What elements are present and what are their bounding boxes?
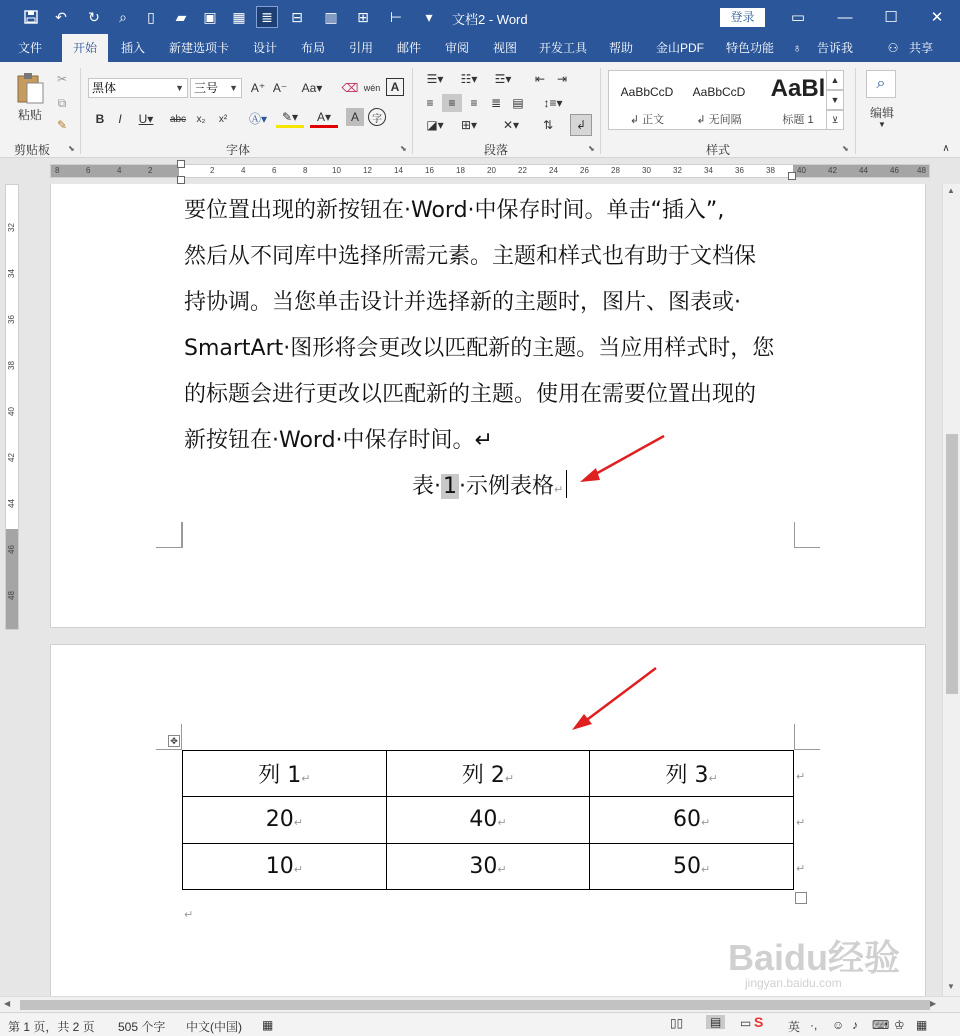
- right-indent-marker[interactable]: [788, 172, 796, 180]
- cell-mark: ↵: [708, 772, 718, 786]
- ruler-tick: 4: [241, 166, 246, 175]
- table-row: [183, 797, 794, 843]
- table-move-handle-icon[interactable]: ✥: [168, 735, 180, 747]
- share-button[interactable]: 共享: [908, 41, 933, 55]
- scroll-left-icon[interactable]: ◀: [4, 999, 11, 1008]
- cell-text: 40: [469, 807, 498, 833]
- chevron-down-icon: ▼: [878, 119, 886, 129]
- ruler-tick: 12: [363, 166, 372, 175]
- separator: [80, 68, 81, 154]
- first-line-indent-marker[interactable]: [177, 160, 185, 168]
- compare-icon[interactable]: ⊟: [291, 8, 303, 25]
- text-cursor: [566, 470, 567, 498]
- horizontal-scroll-thumb[interactable]: [20, 1000, 930, 1010]
- separator: [412, 68, 413, 154]
- char-shading-icon[interactable]: A: [346, 108, 364, 126]
- table-row: [183, 843, 794, 889]
- clipboard-group-label: 剪贴板: [14, 143, 51, 157]
- horizontal-scrollbar[interactable]: [0, 996, 960, 1012]
- vertical-scrollbar[interactable]: [942, 184, 960, 996]
- ruler-tick: 22: [518, 166, 527, 175]
- close-icon[interactable]: ✕: [930, 9, 944, 26]
- cell-text: 10: [265, 853, 294, 879]
- ruler-tick: 26: [580, 166, 589, 175]
- line-spacing-icon[interactable]: ⊞: [357, 8, 369, 25]
- ruler-tick: 4: [117, 166, 122, 175]
- caption-label: 表·: [412, 474, 441, 499]
- ruler-tick: 44: [859, 166, 868, 175]
- table-cell[interactable]: [386, 843, 590, 889]
- annotation-arrow: [570, 430, 670, 490]
- phonetic-guide-icon[interactable]: wén: [363, 83, 381, 93]
- skin-icon[interactable]: ♔: [894, 1018, 905, 1032]
- row-end-mark: ↵: [796, 771, 806, 783]
- tab-mailings[interactable]: 邮件: [396, 41, 421, 55]
- undo-icon[interactable]: ↶: [55, 8, 67, 25]
- grow-font-icon[interactable]: A⁺: [250, 81, 266, 95]
- body-text-line[interactable]: 要位置出现的新按钮在·Word·中保存时间。单击“插入”,: [184, 198, 725, 223]
- ime-menu-icon[interactable]: ▦: [916, 1018, 928, 1032]
- bullets-icon[interactable]: ☰▾: [426, 72, 444, 86]
- separator: [600, 68, 601, 154]
- tab-kingsoft-pdf[interactable]: 金山PDF: [655, 41, 704, 55]
- ruler-tick: 42: [828, 166, 837, 175]
- ruler-tick: 34: [704, 166, 713, 175]
- cell-mark: ↵: [293, 816, 303, 830]
- table-caption[interactable]: [412, 469, 563, 500]
- annotation-arrow: [566, 664, 662, 734]
- increase-indent-icon[interactable]: ⇥: [556, 72, 568, 86]
- ruler-tick: 24: [549, 166, 558, 175]
- styles-scroll-up-icon[interactable]: ▲: [826, 70, 844, 90]
- clear-format-icon[interactable]: ⌫: [341, 81, 359, 95]
- show-marks-icon[interactable]: ↲: [570, 114, 592, 136]
- ime-punct-icon[interactable]: ·,: [810, 1018, 818, 1032]
- ruler-tick: 42: [6, 453, 16, 462]
- ruler-tick: 36: [6, 315, 16, 324]
- margin-line: [794, 522, 795, 548]
- ruler-tick: 46: [890, 166, 899, 175]
- chevron-down-icon: ▼: [175, 83, 184, 93]
- separator: [855, 68, 856, 154]
- ruler-tick: 48: [917, 166, 926, 175]
- keyboard-icon[interactable]: ⌨: [872, 1018, 890, 1032]
- maximize-icon[interactable]: ☐: [884, 9, 898, 26]
- tab-references[interactable]: 引用: [348, 41, 373, 55]
- shrink-font-icon[interactable]: A⁻: [272, 81, 288, 95]
- caption-number-field[interactable]: 1: [443, 474, 457, 499]
- body-text-line[interactable]: 的标题会进行更改以匹配新的主题。使用在需要位置出现的: [184, 382, 757, 407]
- italic-icon[interactable]: I: [118, 112, 122, 126]
- tab-home[interactable]: 开始: [62, 34, 108, 62]
- share-icon[interactable]: ⚇: [887, 41, 899, 55]
- styles-launcher-icon[interactable]: ⬊: [842, 144, 849, 153]
- ruler-tick: 32: [673, 166, 682, 175]
- style-normal[interactable]: [611, 71, 683, 129]
- table-header-cell[interactable]: [386, 751, 590, 797]
- baidu-watermark: Baidu经验: [728, 937, 901, 978]
- vertical-ruler: [0, 184, 22, 996]
- document-title: 文档2 - Word: [452, 12, 528, 27]
- tab-view[interactable]: 视图: [492, 41, 517, 55]
- style-preview: AaBbCcD: [692, 85, 746, 99]
- format-painter-icon[interactable]: ✎: [56, 118, 68, 132]
- table-cell[interactable]: [183, 843, 387, 889]
- table-cell[interactable]: [590, 797, 794, 843]
- style-preview: AaBl: [770, 75, 826, 102]
- numbering-icon[interactable]: ☷▾: [460, 72, 478, 86]
- tab-review[interactable]: 审阅: [444, 41, 469, 55]
- print-layout-icon[interactable]: ▤: [706, 1015, 725, 1029]
- read-mode-icon[interactable]: ▯▯: [670, 1016, 684, 1030]
- sogou-ime-icon[interactable]: S: [754, 1014, 764, 1030]
- body-text-line[interactable]: 然后从不同库中选择所需元素。主题和样式也有助于文档保: [184, 244, 757, 269]
- web-layout-icon[interactable]: ▭: [740, 1016, 752, 1030]
- chevron-down-icon: ▼: [229, 83, 238, 93]
- style-preview: AaBbCcD: [620, 85, 674, 99]
- ruler-tick: 40: [797, 166, 806, 175]
- styles-scroll-down-icon[interactable]: ▼: [826, 90, 844, 110]
- tab-developer[interactable]: 开发工具: [538, 41, 587, 55]
- chinese-layout-icon[interactable]: ✕▾: [502, 118, 520, 132]
- ruler-tick: 10: [332, 166, 341, 175]
- tab-design[interactable]: 设计: [252, 41, 277, 55]
- page-count[interactable]: 第 1 页，共 2 页: [8, 1020, 95, 1034]
- ime-mode-icon[interactable]: 英: [788, 1020, 801, 1034]
- font-launcher-icon[interactable]: ⬊: [400, 144, 407, 153]
- caption-text: ·示例表格: [459, 474, 554, 499]
- enclose-char-icon[interactable]: 字: [368, 108, 386, 126]
- paragraph-mark: ↵: [554, 483, 564, 496]
- cell-mark: ↵: [497, 862, 507, 876]
- scroll-up-icon[interactable]: ▲: [947, 186, 955, 195]
- cell-text: 列 1: [258, 763, 302, 789]
- margin-corner-mark: [794, 522, 820, 548]
- margin-corner-mark: [156, 522, 182, 548]
- word-count[interactable]: 505 个字: [118, 1020, 166, 1034]
- cell-text: 20: [265, 807, 294, 833]
- font-size-combo[interactable]: [190, 78, 242, 98]
- columns-icon[interactable]: ▥: [324, 8, 338, 25]
- text-effects-icon[interactable]: Ⓐ▾: [248, 111, 268, 126]
- font-name-value: 黑体: [92, 81, 117, 95]
- ruler-tick: 36: [735, 166, 744, 175]
- cell-mark: ↵: [293, 862, 303, 876]
- ruler-tick: 2: [148, 166, 153, 175]
- table-header-cell[interactable]: [590, 751, 794, 797]
- style-name: ↲ 正文: [629, 114, 665, 126]
- cell-text: 50: [673, 853, 702, 879]
- watermark-url: jingyan.baidu.com: [745, 976, 842, 990]
- collapse-ribbon-icon[interactable]: ∧: [942, 142, 950, 154]
- minimize-icon[interactable]: —: [837, 8, 853, 26]
- ruler-tick: 38: [766, 166, 775, 175]
- char-border-icon[interactable]: A: [386, 78, 404, 96]
- table-row: [183, 751, 794, 797]
- ruler-tick: 2: [210, 166, 215, 175]
- change-case-icon[interactable]: Aa▾: [301, 81, 323, 95]
- tab-insert[interactable]: 插入: [120, 41, 145, 55]
- font-name-combo[interactable]: [88, 78, 188, 98]
- font-group-label: 字体: [226, 143, 251, 157]
- multilevel-list-icon[interactable]: ☲▾: [494, 72, 512, 86]
- language-indicator[interactable]: 中文(中国): [186, 1020, 242, 1034]
- cut-icon[interactable]: ✂: [56, 72, 68, 86]
- ruler-margin-left: [51, 165, 179, 177]
- ribbon-display-icon[interactable]: ▭: [790, 9, 806, 26]
- table-cell[interactable]: [183, 797, 387, 843]
- paste-button-icon[interactable]: [14, 70, 46, 106]
- data-table[interactable]: [182, 750, 794, 890]
- ruler-tick: 16: [425, 166, 434, 175]
- paste-icon[interactable]: ▣: [203, 8, 217, 25]
- styles-group-label: 样式: [706, 143, 731, 157]
- body-text-line[interactable]: SmartArt·图形将会更改以匹配新的主题。当应用样式时，您: [184, 336, 775, 361]
- row-end-mark: ↵: [796, 817, 806, 829]
- ruler-tick: 28: [611, 166, 620, 175]
- ruler-tick: 20: [487, 166, 496, 175]
- ruler-tick: 40: [6, 407, 16, 416]
- reading-view-icon[interactable]: ≣: [256, 6, 278, 28]
- tab-features[interactable]: 特色功能: [725, 41, 774, 55]
- tell-me[interactable]: 告诉我: [816, 41, 853, 55]
- subscript-icon[interactable]: x₂: [196, 113, 206, 125]
- paragraph-launcher-icon[interactable]: ⬊: [588, 144, 595, 153]
- align-right-icon[interactable]: ≡: [470, 96, 478, 110]
- margin-corner-mark: [794, 724, 820, 750]
- ruler-tick: 14: [394, 166, 403, 175]
- tab-file[interactable]: 文件: [17, 41, 42, 55]
- new-doc-icon[interactable]: ▯: [147, 8, 155, 25]
- table-header-cell[interactable]: [183, 751, 387, 797]
- cell-mark: ↵: [497, 816, 507, 830]
- cell-mark: ↵: [701, 816, 711, 830]
- underline-icon[interactable]: U▾: [138, 112, 154, 126]
- paragraph-group-label: 段落: [484, 143, 509, 157]
- login-button[interactable]: 登录: [720, 8, 765, 27]
- ruler-tick: 30: [642, 166, 651, 175]
- tab-layout[interactable]: 布局: [300, 41, 325, 55]
- body-text-line[interactable]: 持协调。当您单击设计并选择新的主题时，图片、图表或·: [184, 290, 741, 315]
- table-resize-handle[interactable]: [795, 892, 807, 904]
- superscript-icon[interactable]: x²: [218, 113, 228, 125]
- cell-mark: ↵: [701, 862, 711, 876]
- macro-icon[interactable]: ▦: [262, 1018, 274, 1032]
- left-indent-marker[interactable]: [177, 176, 185, 184]
- paste-label[interactable]: 粘贴: [17, 107, 42, 122]
- align-center-icon[interactable]: ≡: [442, 94, 462, 112]
- ruler-tick: 8: [303, 166, 308, 175]
- sort-icon[interactable]: ⇅: [542, 118, 554, 132]
- styles-more-icon[interactable]: ⊻: [826, 110, 844, 130]
- horizontal-ruler: [0, 158, 960, 184]
- table-cell[interactable]: [386, 797, 590, 843]
- tab-help[interactable]: 帮助: [608, 41, 633, 55]
- ruler-tick: 18: [456, 166, 465, 175]
- font-size-value: 三号: [194, 81, 219, 95]
- cell-mark: ↵: [301, 772, 311, 786]
- borders-icon[interactable]: ⊞▾: [460, 118, 478, 132]
- ruler-tick: 44: [6, 499, 16, 508]
- vruler-track[interactable]: [5, 184, 19, 630]
- save-icon[interactable]: [20, 6, 42, 28]
- align-left-icon[interactable]: ≡: [426, 96, 434, 110]
- cell-mark: ↵: [504, 772, 515, 786]
- tab-new[interactable]: 新建选项卡: [168, 41, 229, 55]
- highlight-icon[interactable]: ✎▾: [276, 108, 304, 128]
- ruler-tick: 8: [55, 166, 60, 175]
- cell-text: 列 3: [665, 763, 709, 789]
- ruler-tick: 6: [86, 166, 91, 175]
- search-icon[interactable]: ⌕: [866, 70, 896, 98]
- copy-icon[interactable]: ⧉: [57, 95, 67, 110]
- ruler-tick: 6: [272, 166, 277, 175]
- ruler-tick: 34: [6, 269, 16, 278]
- style-name: 标题 1: [782, 114, 814, 126]
- redo-icon[interactable]: ↻: [88, 8, 100, 25]
- font-color-icon[interactable]: A▾: [310, 108, 338, 128]
- styles-gallery: [608, 70, 844, 130]
- style-name: ↲ 无间隔: [696, 114, 742, 126]
- ruler-tick: 46: [6, 545, 16, 554]
- ribbon-tabs: [0, 34, 960, 62]
- title-bar: [0, 0, 960, 34]
- table-cell[interactable]: [590, 843, 794, 889]
- line-spacing-icon[interactable]: ↕≡▾: [543, 96, 563, 110]
- scroll-right-icon[interactable]: ▶: [930, 999, 937, 1008]
- editing-button[interactable]: 编辑: [869, 105, 894, 120]
- ruler-icon[interactable]: ⊢: [389, 8, 403, 25]
- distributed-icon[interactable]: ▤: [512, 96, 524, 110]
- margin-line: [182, 522, 183, 548]
- body-text-line[interactable]: 新按钮在·Word·中保存时间。↵: [184, 428, 493, 453]
- status-bar: [0, 1012, 960, 1036]
- shading-icon[interactable]: ◪▾: [426, 118, 444, 132]
- cell-text: 列 2: [461, 763, 505, 789]
- ruler-tick: 48: [6, 591, 16, 600]
- ruler-tick: 32: [6, 223, 16, 232]
- ruler-tick: 38: [6, 361, 16, 370]
- lightbulb-icon[interactable]: ♁: [792, 41, 802, 55]
- paragraph-mark: ↵: [184, 909, 194, 921]
- style-no-spacing[interactable]: [683, 71, 755, 129]
- decrease-indent-icon[interactable]: ⇤: [534, 72, 546, 86]
- print-preview-icon[interactable]: ⌕: [119, 8, 127, 25]
- ribbon: [0, 62, 960, 158]
- customize-icon[interactable]: ▾: [425, 8, 433, 25]
- bold-icon[interactable]: B: [95, 112, 105, 126]
- emoji-icon[interactable]: ☺: [832, 1018, 845, 1032]
- cell-text: 30: [469, 853, 498, 879]
- strikethrough-icon[interactable]: abc: [169, 113, 187, 125]
- cell-text: 60: [673, 807, 702, 833]
- clipboard-launcher-icon[interactable]: ⬊: [68, 144, 75, 153]
- justify-icon[interactable]: ≣: [490, 96, 502, 110]
- mic-icon[interactable]: ♪: [852, 1018, 858, 1032]
- screenshot-icon[interactable]: ▦: [232, 8, 246, 25]
- vertical-scroll-thumb[interactable]: [946, 434, 958, 694]
- open-icon[interactable]: ▰: [175, 8, 187, 25]
- scroll-down-icon[interactable]: ▼: [947, 982, 955, 991]
- row-end-mark: ↵: [796, 863, 806, 875]
